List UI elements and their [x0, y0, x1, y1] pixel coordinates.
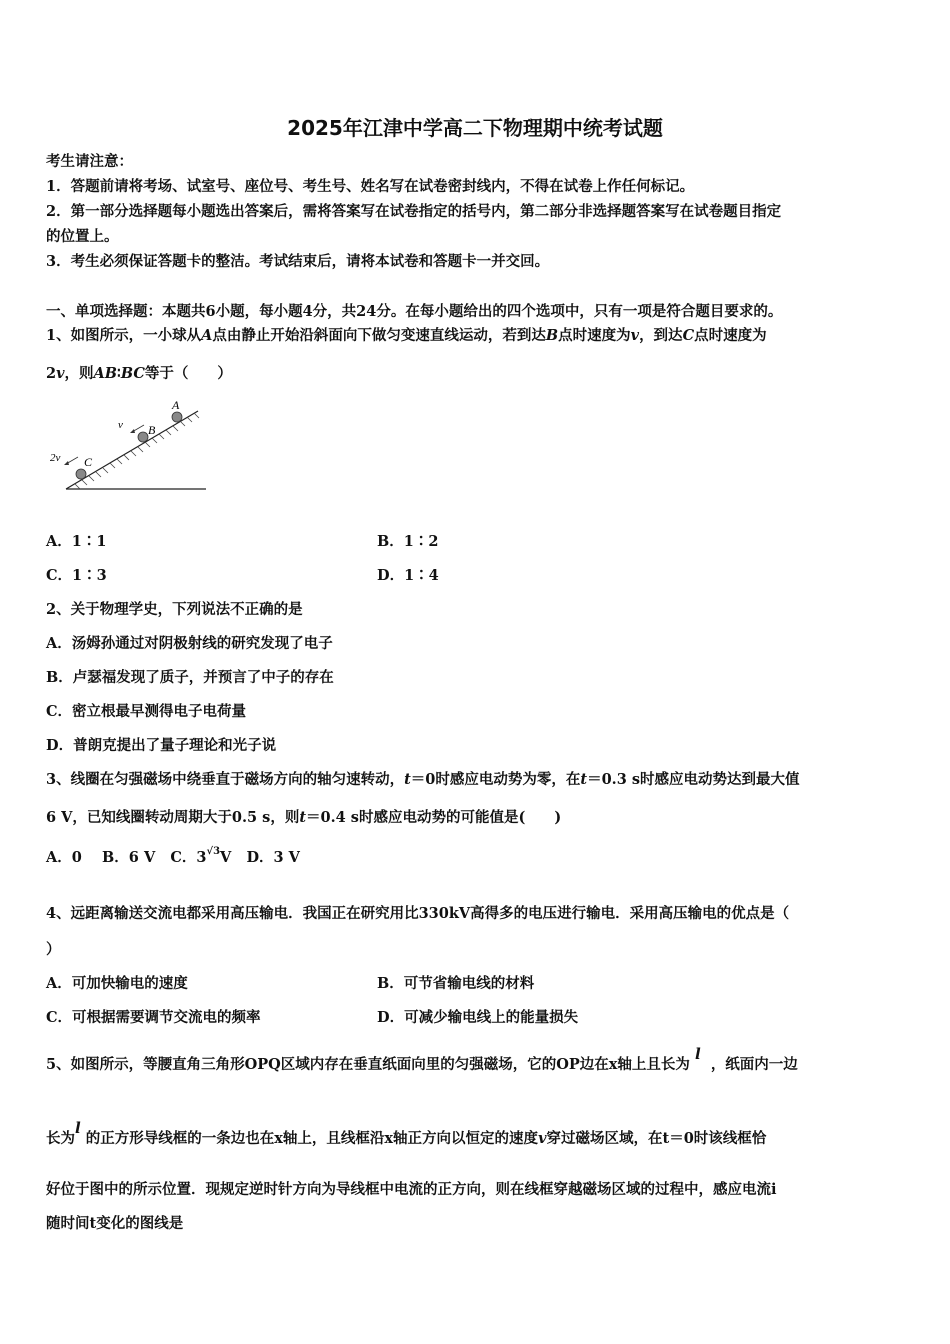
q2-option-b[interactable]: B．卢瑟福发现了质子，并预言了中子的存在: [46, 669, 334, 686]
label-2v: 2v: [50, 452, 61, 464]
q3-stem-line2: 6 V，已知线圈转动周期大于0.5 s，则t＝0.4 s时感应电动势的可能值是( ): [46, 809, 562, 826]
q4-stem-line2: ）: [46, 941, 61, 958]
q1-incline-figure: [44, 395, 214, 495]
q1-option-c[interactable]: C．1∶3: [46, 567, 107, 584]
q3-option-b[interactable]: B．6 V: [102, 849, 156, 866]
q3-option-a[interactable]: A．0: [46, 849, 82, 866]
ball-c: [76, 469, 86, 479]
q1-option-b[interactable]: B．1∶2: [377, 533, 439, 550]
notice-item-2: 2．第一部分选择题每小题选出答案后，需将答案写在试卷指定的括号内，第二部分非选择题答案写在试卷题目指定: [46, 203, 782, 220]
label-c: C: [84, 455, 93, 469]
q4-option-c[interactable]: C．可根据需要调节交流电的频率: [46, 1009, 261, 1026]
q3-options: [46, 848, 300, 870]
q3-stem-line1: 3、线圈在匀强磁场中绕垂直于磁场方向的轴匀速转动，t＝0时感应电动势为零，在t＝0.3 s时感应电动势达到最大值: [46, 771, 800, 788]
section-heading: 一、单项选择题：本题共6小题，每小题4分，共24分。在每小题给出的四个选项中，只有一项是符合题目要求的。: [46, 303, 783, 320]
q5-stem-line1: 5、如图所示，等腰直角三角形OPQ区域内存在垂直纸面向里的匀强磁场，它的OP边在x轴上且长为 l ，纸面内一边: [46, 1045, 798, 1073]
q4-option-a[interactable]: A．可加快输电的速度: [46, 975, 188, 992]
q2-option-d[interactable]: D．普朗克提出了量子理论和光子说: [46, 737, 277, 754]
q5-stem-line3: 好位于图中的所示位置．现规定逆时针方向为导线框中电流的正方向，则在线框穿越磁场区域的过程中，感应电流i: [46, 1181, 777, 1198]
ball-b: [138, 432, 148, 442]
q5-stem-line4: 随时间t变化的图线是: [46, 1215, 184, 1232]
q5-stem-line2: 长为l 的正方形导线框的一条边也在x轴上，且线框沿x轴正方向以恒定的速度v穿过磁场区域，在t＝0时该线框恰: [46, 1119, 767, 1147]
q1-option-d[interactable]: D．1∶4: [377, 567, 439, 584]
q1-stem-line1: 1、如图所示，一小球从A点由静止开始沿斜面向下做匀变速直线运动，若到达B点时速度为v，到达C点时速度为: [46, 327, 767, 344]
q1-option-a[interactable]: A．1∶1: [46, 533, 107, 550]
notice-item-2-cont: 的位置上。: [46, 228, 119, 245]
q4-option-b[interactable]: B．可节省输电线的材料: [377, 975, 535, 992]
q3-option-c[interactable]: C．$3^{√3}V$: [170, 846, 232, 866]
q4-stem-line1: 4、远距离输送交流电都采用高压输电．我国正在研究用比330kV高得多的电压进行输电．采用高压输电的优点是（: [46, 905, 790, 922]
q2-stem: 2、关于物理学史，下列说法不正确的是: [46, 601, 303, 618]
q4-option-d[interactable]: D．可减少输电线上的能量损失: [377, 1009, 579, 1026]
notice-item-1: 1．答题前请将考场、试室号、座位号、考生号、姓名写在试卷密封线内，不得在试卷上作任何标记。: [46, 178, 695, 195]
ball-a: [172, 412, 182, 422]
notice-heading: 考生请注意：: [46, 153, 133, 170]
label-v: v: [118, 419, 123, 431]
q1-stem-line2: 2v，则AB∶BC等于（ ）: [46, 365, 232, 382]
label-a: A: [172, 398, 180, 412]
q3-option-d[interactable]: D．3 V: [246, 849, 300, 866]
q2-option-a[interactable]: A．汤姆孙通过对阴极射线的研究发现了电子: [46, 635, 333, 652]
label-b: B: [148, 423, 156, 437]
notice-item-3: 3．考生必须保证答题卡的整洁。考试结束后，请将本试卷和答题卡一并交回。: [46, 253, 550, 270]
q2-option-c[interactable]: C．密立根最早测得电子电荷量: [46, 703, 247, 720]
page-title: 2025年江津中学高二下物理期中统考试题: [287, 116, 663, 140]
